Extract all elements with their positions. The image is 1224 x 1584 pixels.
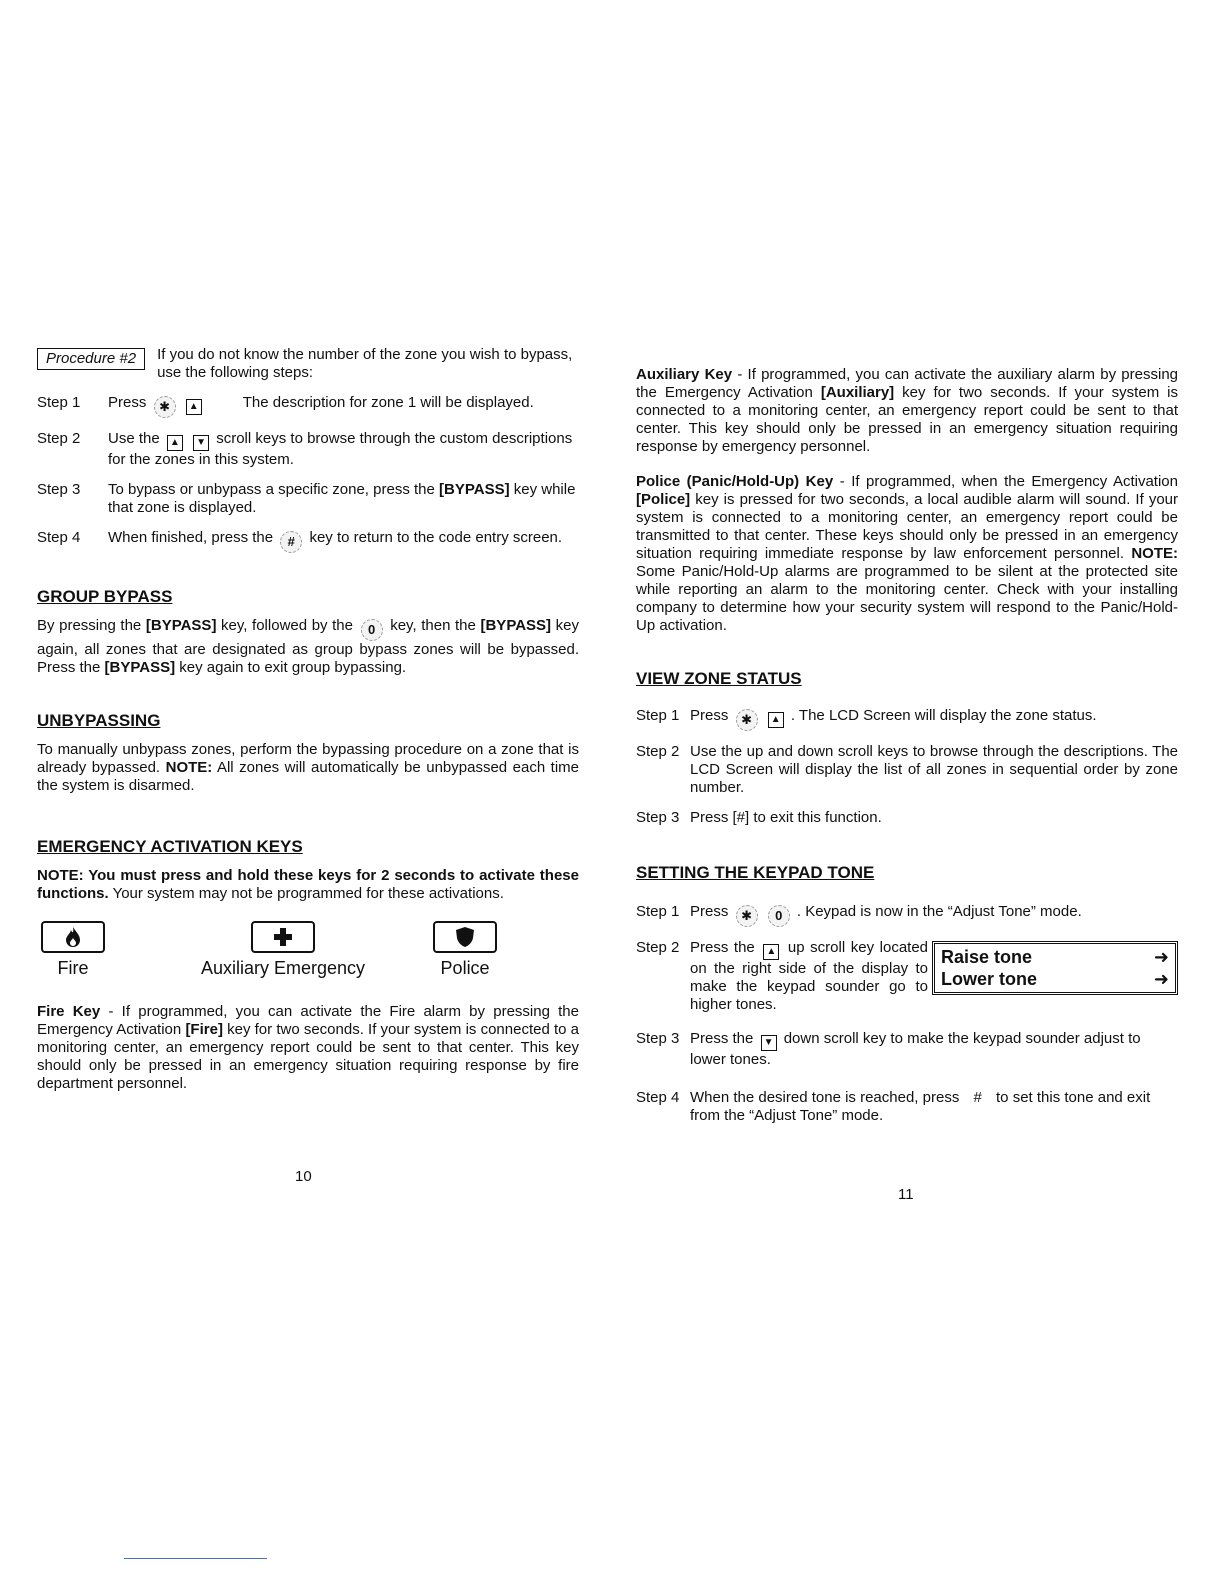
star-key-icon: ✱ — [154, 396, 176, 418]
step-text: Press — [690, 707, 729, 724]
zero-key-icon: 0 — [361, 619, 383, 641]
step-label: Step 2 — [37, 430, 81, 447]
left-page — [37, 346, 579, 1093]
step-text: up scroll key located on the right side of the display to make the keypad sounder go to higher tones. — [690, 939, 929, 1013]
step-label: Step 1 — [636, 903, 680, 920]
lcd-line-lower: Lower tone ➜ — [941, 969, 1169, 989]
step-text: Use the — [108, 430, 160, 447]
unbypassing-section — [37, 711, 579, 795]
step-label: Step 3 — [37, 481, 81, 498]
bypass-steps — [37, 394, 579, 553]
up-arrow-key-icon: ▲ — [186, 399, 202, 415]
star-key-icon: ✱ — [736, 905, 758, 927]
footer-rule — [124, 1558, 267, 1559]
step-text: . Keypad is now in the “Adjust Tone” mode. — [796, 903, 1082, 920]
down-arrow-key-icon: ▼ — [761, 1035, 777, 1051]
flame-icon — [41, 921, 105, 953]
up-arrow-key-icon: ▲ — [167, 435, 183, 451]
step-text: Use the up and down scroll keys to browse through the descriptions. The LCD Screen will display the list of all zones in sequential order by zone number. — [690, 743, 1178, 796]
step-text: Press [#] to exit this function. — [690, 809, 882, 826]
step-label: Step 3 — [636, 809, 680, 826]
procedure-label: Procedure #2 — [37, 348, 145, 370]
step-3 — [636, 809, 1178, 827]
step-text: key while that zone is displayed. — [108, 481, 576, 516]
right-arrow-icon: ➜ — [1153, 947, 1169, 967]
section-title: GROUP BYPASS — [37, 587, 173, 606]
section-title: EMERGENCY ACTIVATION KEYS — [37, 837, 303, 856]
right-arrow-icon: ➜ — [1153, 969, 1169, 989]
up-arrow-key-icon: ▲ — [763, 944, 779, 960]
bypass-key-text: [BYPASS] — [439, 481, 510, 498]
step-text: Press — [690, 903, 729, 920]
section-title: UNBYPASSING — [37, 711, 161, 730]
emergency-keys-row — [37, 921, 579, 979]
auxiliary-key — [201, 921, 365, 979]
procedure-intro: If you do not know the number of the zone you wish to bypass, use the following steps: — [157, 346, 573, 381]
step-label: Step 4 — [37, 529, 81, 546]
police-label: Police — [440, 958, 490, 978]
step-text: . The LCD Screen will display the zone status. — [790, 707, 1097, 724]
step-4 — [37, 529, 579, 553]
step-label: Step 4 — [636, 1089, 680, 1106]
right-page — [636, 366, 1178, 1125]
fire-key-description: Fire Key - If programmed, you can activate the Fire alarm by pressing the Emergency Activation [Fire] key for two seconds. If your system is connected to a monitoring center, an emergency report could be sent to that center. This key should only be pressed in an emergency situation requiring response by fire department personnel. — [37, 1003, 580, 1092]
step-label: Step 2 — [636, 743, 680, 760]
step-text: Press — [108, 394, 147, 411]
emergency-section — [37, 837, 579, 1093]
police-key — [433, 921, 497, 979]
fire-label: Fire — [57, 958, 89, 978]
cross-icon — [251, 921, 315, 953]
step-text: key to return to the code entry screen. — [309, 529, 563, 546]
fire-key — [41, 921, 105, 979]
step-label: Step 1 — [636, 707, 680, 724]
step-3 — [37, 481, 579, 517]
shield-icon — [433, 921, 497, 953]
step-2 — [636, 743, 1178, 797]
step-text: down scroll key to make the keypad sounder adjust to lower tones. — [690, 1030, 1141, 1068]
step-2 — [37, 430, 579, 469]
step-4 — [636, 1089, 1178, 1125]
down-arrow-key-icon: ▼ — [193, 435, 209, 451]
section-title: VIEW ZONE STATUS — [636, 669, 802, 688]
step-text: To bypass or unbypass a specific zone, press the — [108, 481, 435, 498]
step-text: Press the — [690, 939, 755, 956]
section-title: SETTING THE KEYPAD TONE — [636, 863, 875, 882]
step-2 — [636, 939, 1178, 1014]
group-bypass-section — [37, 587, 579, 677]
step-1 — [636, 707, 1178, 731]
auxiliary-key-description: Auxiliary Key - If programmed, you can activate the auxiliary alarm by pressing the Emergency Activation [Auxiliary] key for two seconds. If your system is connected to a monitoring center, an emergency report could be sent to that center. This key should only be pressed in an emergency situation requiring response by emergency personnel. — [636, 366, 1178, 455]
up-arrow-key-icon: ▲ — [768, 712, 784, 728]
step-label: Step 2 — [636, 939, 680, 956]
hash-key-icon: # — [973, 1089, 982, 1106]
step-text: to set this tone and exit from the “Adjust Tone” mode. — [690, 1089, 1151, 1124]
procedure-header — [37, 346, 579, 382]
section-body: By pressing the [BYPASS] key, followed by the 0 key, then the [BYPASS] key again, all zones that are designated as group bypass zones will be bypassed. Press the [BYPASS] key again to exit group bypassing. — [37, 617, 579, 676]
step-label: Step 3 — [636, 1030, 680, 1047]
hash-key-icon: # — [280, 531, 302, 553]
star-key-icon: ✱ — [736, 709, 758, 731]
lcd-line-raise: Raise tone ➜ — [941, 947, 1169, 967]
step-text: When finished, press the — [108, 529, 274, 546]
auxiliary-label: Auxiliary Emergency — [201, 958, 366, 978]
step-text: When the desired tone is reached, press — [690, 1089, 960, 1106]
lcd-display — [932, 941, 1178, 995]
page-number-left: 10 — [295, 1168, 312, 1185]
step-text: The description for zone 1 will be displayed. — [242, 394, 534, 411]
step-text: Press the — [690, 1030, 754, 1047]
page-number-right: 11 — [898, 1186, 914, 1203]
zero-key-icon: 0 — [768, 905, 790, 927]
step-1 — [636, 903, 1178, 927]
section-body: To manually unbypass zones, perform the bypassing procedure on a zone that is already bypassed. NOTE: All zones will automatically be unbypassed each time the system is disarmed. — [37, 741, 580, 794]
emergency-note: NOTE: You must press and hold these keys for 2 seconds to activate these functions. Your system may not be programmed for these activations. — [37, 867, 579, 902]
step-text: scroll keys to browse through the custom descriptions for the zones in this system. — [108, 430, 573, 468]
view-zone-status-section — [636, 669, 1178, 827]
keypad-tone-section — [636, 863, 1178, 1125]
police-key-description: Police (Panic/Hold-Up) Key - If programmed, when the Emergency Activation [Police] key is pressed for two seconds, a local audible alarm will sound. If your system is connected to a monitoring center, an emergency report could be transmitted to that center. These keys should only be pressed in an emergency situation requiring immediate response by law enforcement personnel. NOTE: Some Panic/Hold-Up alarms are programmed to be silent at the protected site while reporting an alarm to the monitoring center. Check with your installing company to determine how your security system will respond to the Panic/Hold-Up activation. — [636, 473, 1179, 634]
step-1 — [37, 394, 579, 418]
step-3 — [636, 1030, 1178, 1069]
step-label: Step 1 — [37, 394, 81, 411]
